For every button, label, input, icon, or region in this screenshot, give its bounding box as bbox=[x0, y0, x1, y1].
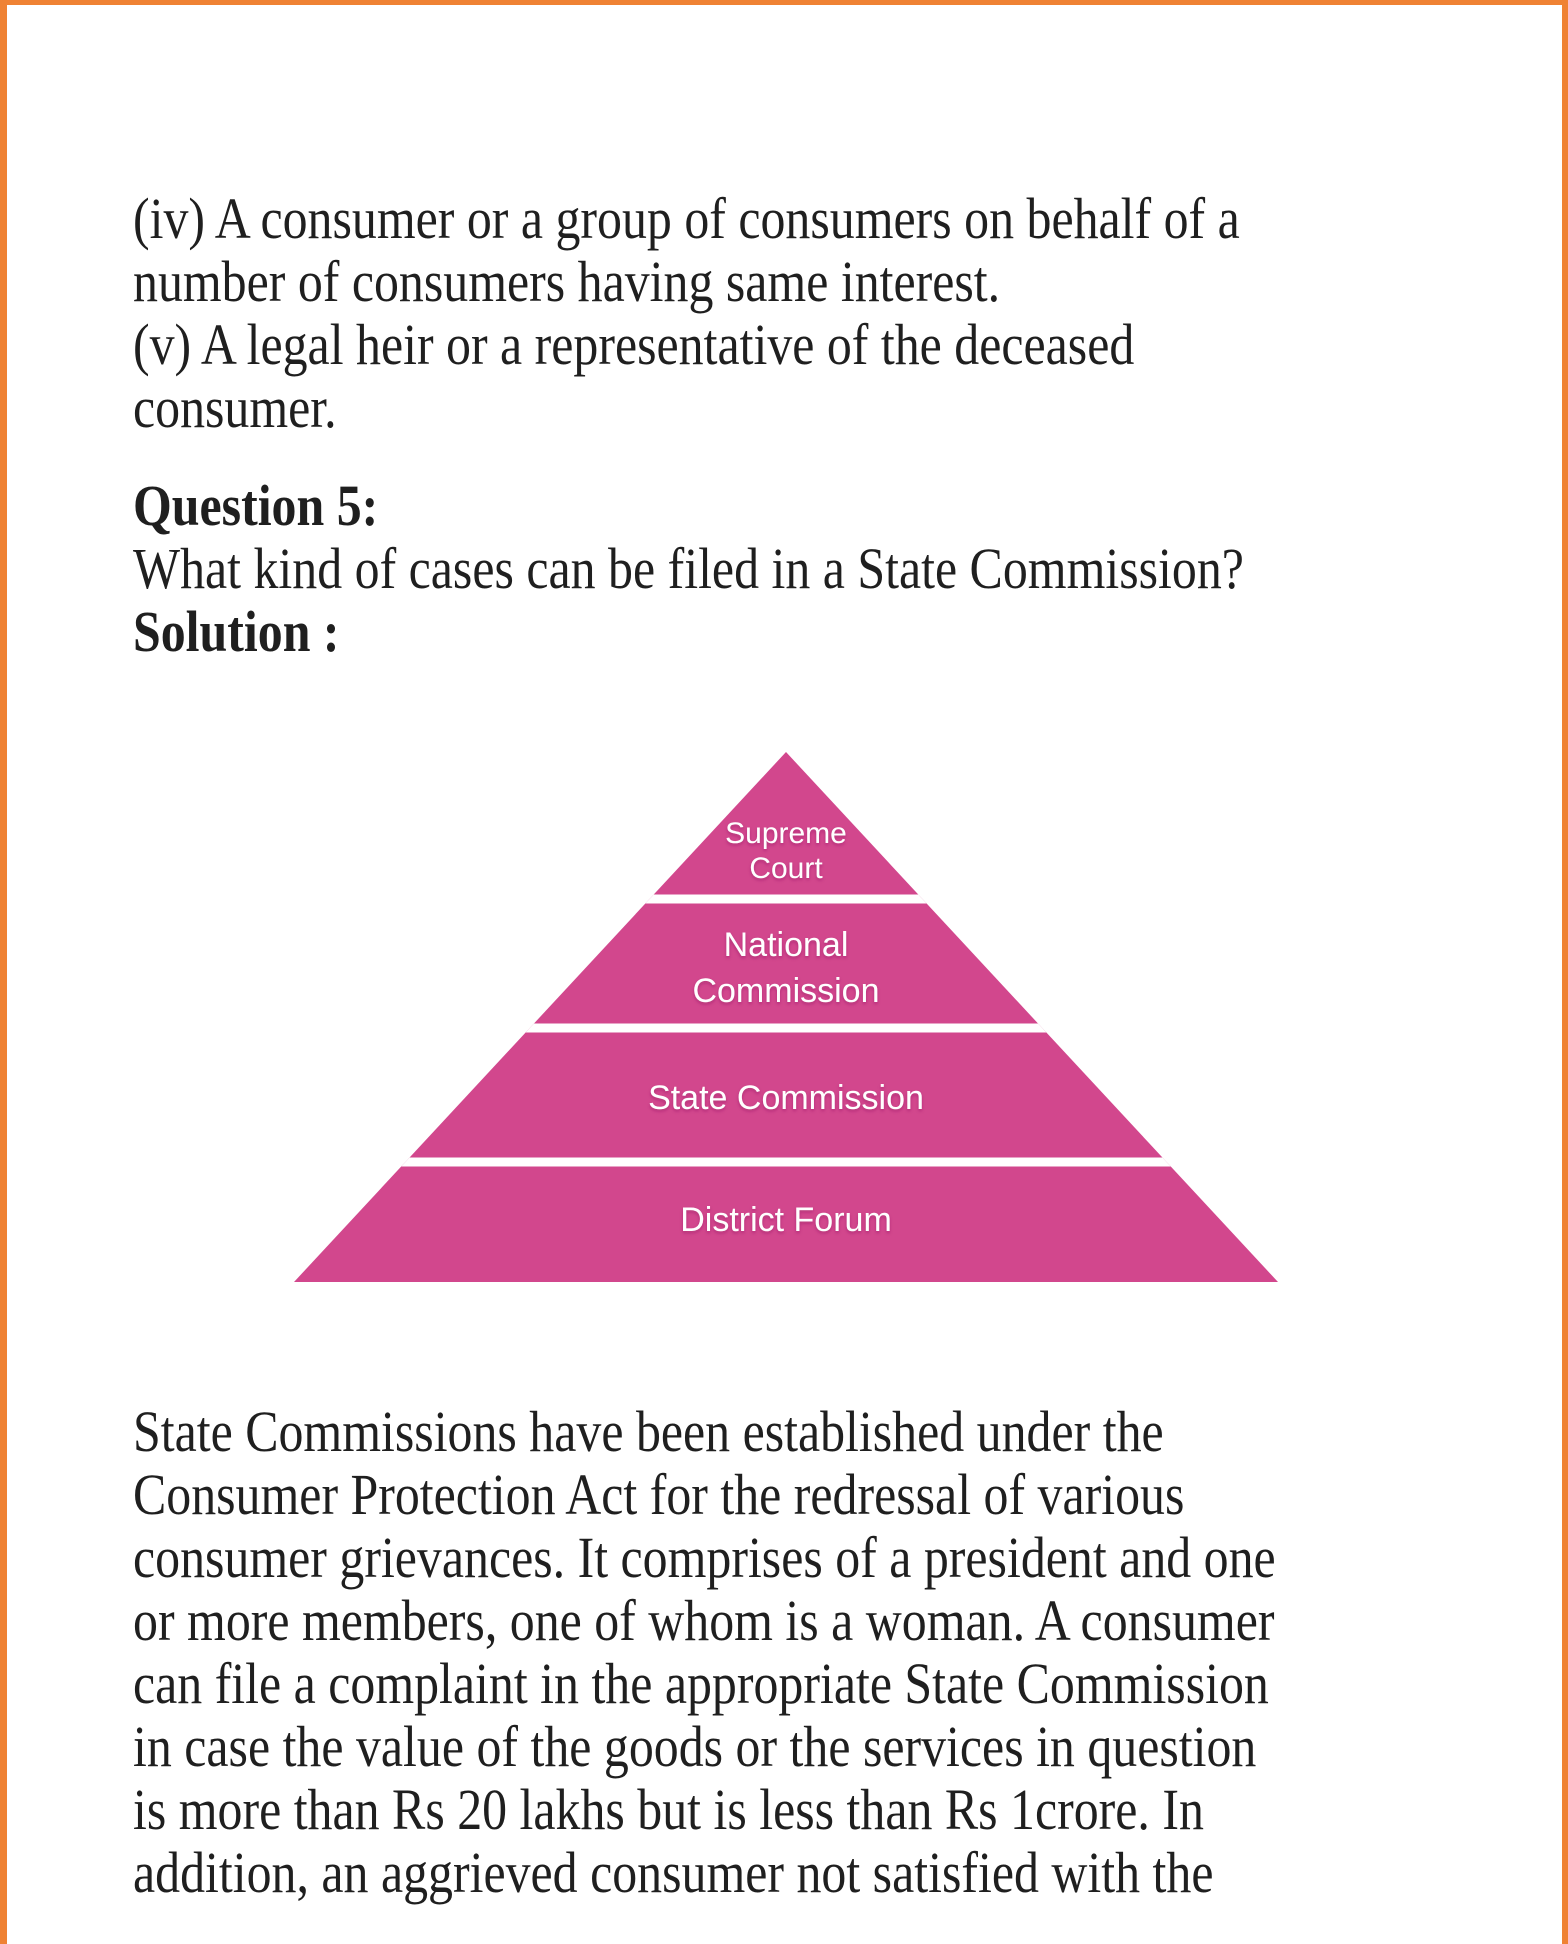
text-line: consumer grievances. It comprises of a president and one bbox=[133, 1525, 1276, 1590]
pyramid-tier-supreme-court-line2: Court bbox=[749, 852, 823, 885]
solution-paragraph bbox=[133, 1400, 1440, 1904]
text-line: number of consumers having same interest. bbox=[133, 249, 1001, 314]
pyramid-tier-national-commission-line2: Commission bbox=[692, 972, 880, 1010]
text-line: in case the value of the goods or the services in question bbox=[133, 1714, 1257, 1779]
text-line: is more than Rs 20 lakhs but is less than Rs 1crore. In bbox=[133, 1777, 1204, 1842]
hierarchy-pyramid-diagram bbox=[294, 752, 1278, 1282]
page-border-left bbox=[0, 0, 7, 1944]
text-line: or more members, one of whom is a woman. A consumer bbox=[133, 1588, 1275, 1653]
question-heading: Question 5: bbox=[133, 473, 379, 538]
pyramid-tier-national-commission-line1: National bbox=[723, 926, 849, 964]
text-line: addition, an aggrieved consumer not satisfied with the bbox=[133, 1840, 1214, 1905]
text-line: Consumer Protection Act for the redressal of various bbox=[133, 1462, 1185, 1527]
text-line: (v) A legal heir or a representative of the deceased bbox=[133, 312, 1135, 377]
question-text: What kind of cases can be filed in a State Commission? bbox=[133, 536, 1244, 601]
page-border-right bbox=[1562, 0, 1568, 1944]
pyramid-tier-district-forum: District Forum bbox=[680, 1201, 892, 1239]
text-line: State Commissions have been established under the bbox=[133, 1399, 1164, 1464]
solution-heading: Solution : bbox=[133, 599, 340, 664]
text-line: consumer. bbox=[133, 375, 337, 440]
text-line: (iv) A consumer or a group of consumers on behalf of a bbox=[133, 186, 1240, 251]
pyramid-tier-state-commission: State Commission bbox=[648, 1079, 924, 1117]
question-block bbox=[133, 474, 1440, 663]
paragraph-consumer-definitions bbox=[133, 187, 1440, 439]
text-line: can file a complaint in the appropriate State Commission bbox=[133, 1651, 1269, 1716]
pyramid-tier-supreme-court-line1: Supreme bbox=[725, 817, 847, 850]
page-border-top bbox=[0, 0, 1568, 5]
